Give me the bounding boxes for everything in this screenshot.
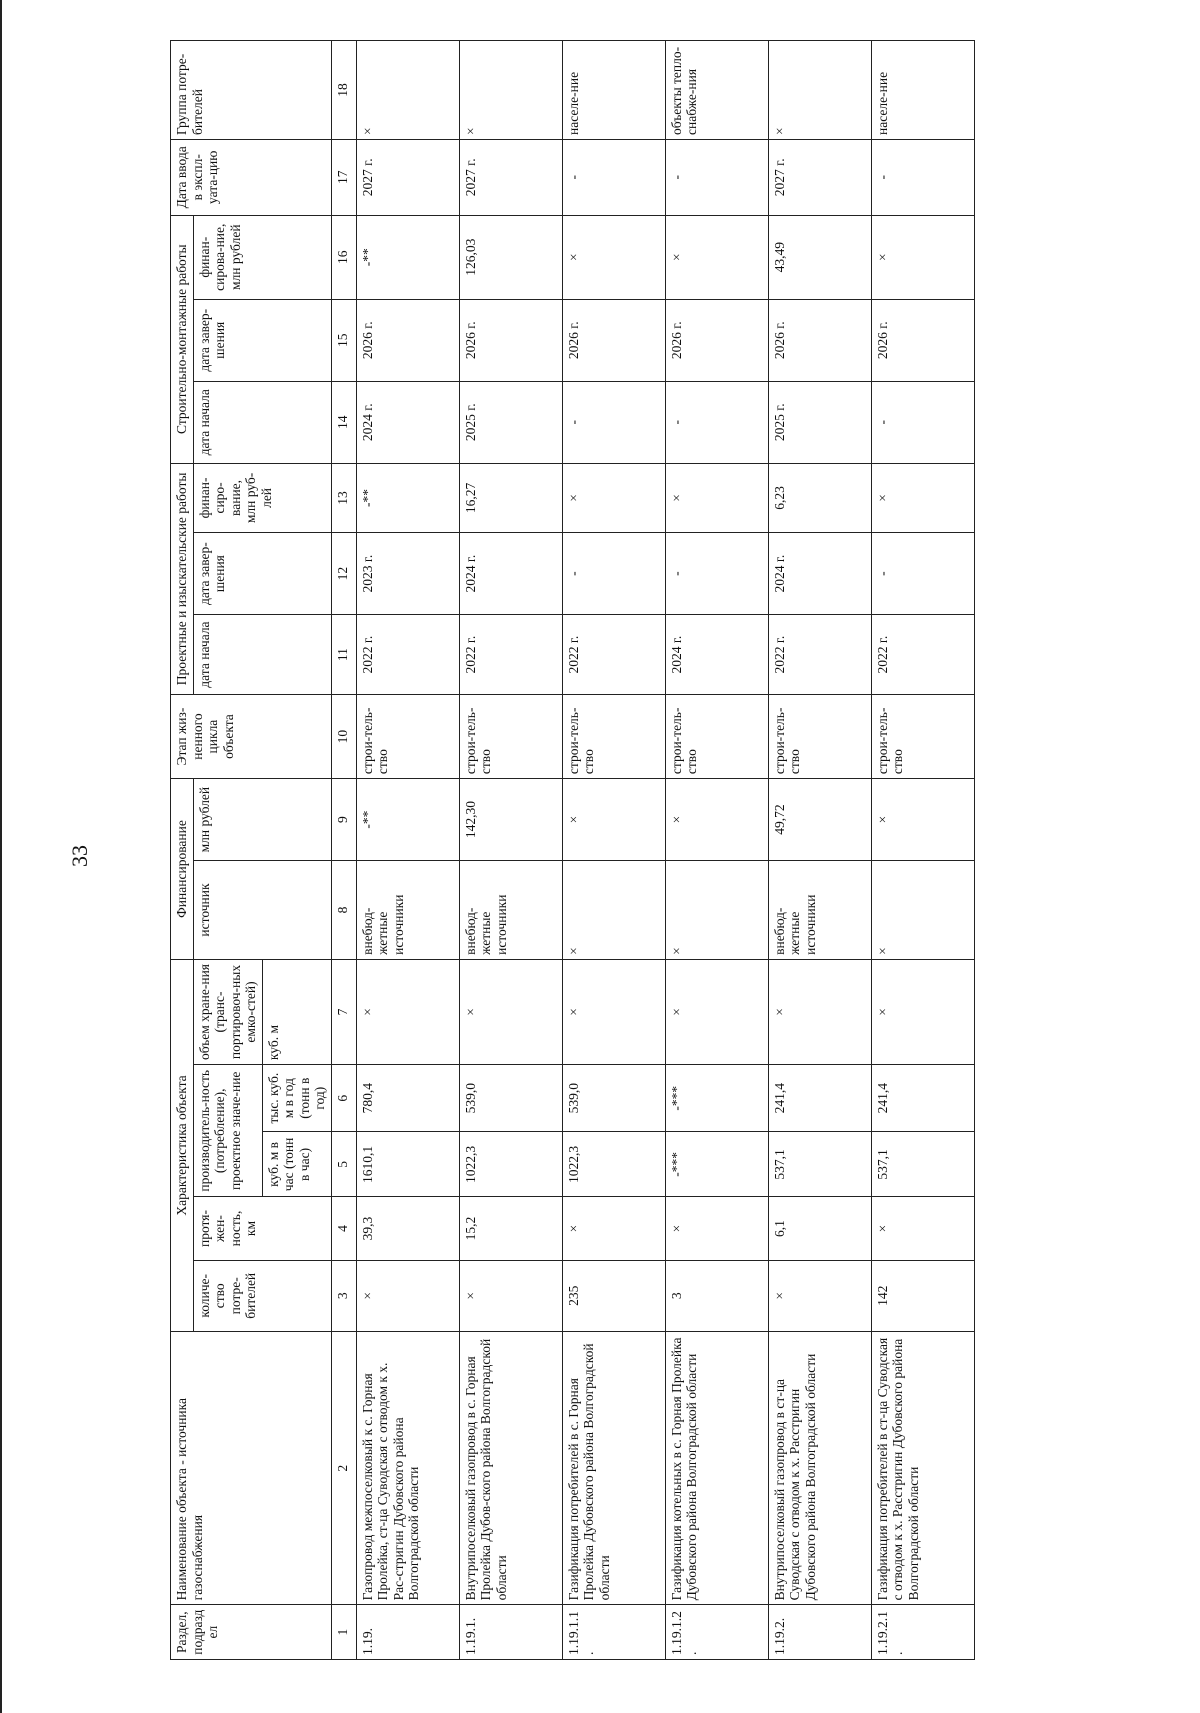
cell-stage: строи-тель-ство — [665, 695, 768, 779]
cell-per-hour: 1610,1 — [356, 1132, 459, 1197]
rotated-table-wrapper — [170, 40, 1040, 1660]
cell-id: 1.19.2.1. — [871, 1605, 974, 1660]
cell-group: населе-ние — [871, 41, 974, 140]
column-number: 10 — [331, 695, 356, 779]
cell-c-start: 2024 г. — [356, 381, 459, 463]
gas-supply-table — [170, 40, 975, 1660]
cell-length: 39,3 — [356, 1197, 459, 1260]
cell-d-fin: × — [562, 463, 665, 532]
cell-name: Газификация котельных в с. Горная Пролейка Дубовского района Волгоградской области — [665, 1332, 768, 1605]
cell-group: населе-ние — [562, 41, 665, 140]
column-number: 1 — [331, 1605, 356, 1660]
cell-id: 1.19.2. — [768, 1605, 871, 1660]
cell-d-end: - — [871, 533, 974, 615]
cell-commission: - — [562, 139, 665, 215]
cell-per-hour: 537,1 — [768, 1132, 871, 1197]
cell-per-hour: 1022,3 — [459, 1132, 562, 1197]
cell-commission: 2027 г. — [768, 139, 871, 215]
cell-d-fin: × — [871, 463, 974, 532]
cell-per-year: 539,0 — [562, 1065, 665, 1132]
cell-source: внебюд-жетные источники — [356, 861, 459, 960]
cell-name: Внутрипоселковый газопровод в с. Горная Пролейка Дубов-ского района Волгоградской области — [459, 1332, 562, 1605]
cell-per-year: 780,4 — [356, 1065, 459, 1132]
column-number: 3 — [331, 1260, 356, 1331]
cell-d-start: 2024 г. — [665, 615, 768, 695]
cell-name: Газификация потребителей в с. Горная Пролейка Дубовского района Волгоградской области — [562, 1332, 665, 1605]
cell-consumers: 142 — [871, 1260, 974, 1331]
header-per-year: тыс. куб. м в год (тонн в год) — [262, 1065, 331, 1132]
cell-group: × — [768, 41, 871, 140]
cell-c-fin: × — [665, 215, 768, 299]
header-source: источник — [193, 861, 331, 960]
header-name: Наименование объекта - источника газоснабжения — [171, 1332, 332, 1605]
header-capacity: производитель-ность (потребление), проектное значе-ние — [193, 1065, 262, 1197]
cell-storage: × — [459, 959, 562, 1064]
cell-d-end: 2024 г. — [768, 533, 871, 615]
cell-d-start: 2022 г. — [356, 615, 459, 695]
cell-c-end: 2026 г. — [871, 299, 974, 381]
cell-id: 1.19. — [356, 1605, 459, 1660]
table-row — [356, 41, 459, 1660]
cell-per-hour: 537,1 — [871, 1132, 974, 1197]
cell-storage: × — [768, 959, 871, 1064]
column-number: 9 — [331, 779, 356, 861]
cell-source: × — [871, 861, 974, 960]
header-design-end: дата завер-шения — [193, 533, 331, 615]
table-row — [871, 41, 974, 1660]
cell-source: × — [562, 861, 665, 960]
cell-d-start: 2022 г. — [459, 615, 562, 695]
cell-c-end: 2026 г. — [356, 299, 459, 381]
column-number: 14 — [331, 381, 356, 463]
cell-d-end: 2023 г. — [356, 533, 459, 615]
column-number: 16 — [331, 215, 356, 299]
header-design-financing: финан-сиро-вание, млн руб-лей — [193, 463, 331, 532]
cell-commission: - — [871, 139, 974, 215]
header-per-hour: куб. м в час (тонн в час) — [262, 1132, 331, 1197]
cell-c-fin: × — [562, 215, 665, 299]
cell-stage: строи-тель-ство — [768, 695, 871, 779]
table-row — [665, 41, 768, 1660]
cell-length: 15,2 — [459, 1197, 562, 1260]
cell-c-end: 2026 г. — [562, 299, 665, 381]
cell-d-end: - — [665, 533, 768, 615]
header-consumer-group: Группа потре-бителей — [171, 41, 332, 140]
cell-d-fin: 6,23 — [768, 463, 871, 532]
header-storage: объем хране-ния (транс-портировоч-ных емко-стей) — [193, 959, 262, 1064]
header-design-works: Проектные и изыскательские работы — [171, 463, 194, 694]
cell-stage: строи-тель-ство — [562, 695, 665, 779]
cell-consumers: 3 — [665, 1260, 768, 1331]
cell-id: 1.19.1.1. — [562, 1605, 665, 1660]
header-row-1 — [171, 41, 194, 1660]
cell-c-end: 2026 г. — [768, 299, 871, 381]
cell-id: 1.19.1. — [459, 1605, 562, 1660]
page-edge-line — [0, 0, 2, 1713]
cell-id: 1.19.1.2. — [665, 1605, 768, 1660]
cell-commission: 2027 г. — [459, 139, 562, 215]
cell-commission: - — [665, 139, 768, 215]
cell-storage: × — [871, 959, 974, 1064]
cell-commission: 2027 г. — [356, 139, 459, 215]
cell-c-start: 2025 г. — [459, 381, 562, 463]
cell-storage: × — [356, 959, 459, 1064]
cell-length: × — [562, 1197, 665, 1260]
cell-stage: строи-тель-ство — [871, 695, 974, 779]
cell-consumers: × — [768, 1260, 871, 1331]
cell-name: Газопровод межпоселковый к с. Горная Пролейка, ст-ца Суводская с отводом к х. Рас-стригин Дубовского района Волгоградской области — [356, 1332, 459, 1605]
cell-source: × — [665, 861, 768, 960]
header-design-start: дата начала — [193, 615, 331, 695]
cell-c-fin: 126,03 — [459, 215, 562, 299]
cell-c-start: - — [562, 381, 665, 463]
cell-source: внебюд-жетные источники — [459, 861, 562, 960]
cell-name: Внутрипоселковый газопровод в ст-ца Суводская с отводом к х. Расстригин Дубовского района Волгоградской области — [768, 1332, 871, 1605]
cell-name: Газификация потребителей в ст-ца Суводская с отводом к х. Расстригин Дубовского района Волгоградской области — [871, 1332, 974, 1605]
header-life-stage: Этап жиз-ненного цикла объекта — [171, 695, 332, 779]
table-row — [562, 41, 665, 1660]
column-number: 15 — [331, 299, 356, 381]
cell-c-start: - — [871, 381, 974, 463]
column-number: 6 — [331, 1065, 356, 1132]
cell-c-fin: 43,49 — [768, 215, 871, 299]
cell-mln: 142,30 — [459, 779, 562, 861]
table-body — [356, 41, 974, 1660]
cell-per-hour: 1022,3 — [562, 1132, 665, 1197]
header-financing: Финансирование — [171, 779, 194, 960]
cell-consumers: × — [356, 1260, 459, 1331]
header-constr-end: дата завер-шения — [193, 299, 331, 381]
cell-storage: × — [562, 959, 665, 1064]
cell-d-fin: × — [665, 463, 768, 532]
column-number: 12 — [331, 533, 356, 615]
column-number-row — [331, 41, 356, 1660]
header-constr-financing: финан-сирова-ние, млн рублей — [193, 215, 331, 299]
header-characteristics: Характеристика объекта — [171, 959, 194, 1331]
column-number: 8 — [331, 861, 356, 960]
cell-d-start: 2022 г. — [768, 615, 871, 695]
cell-d-start: 2022 г. — [871, 615, 974, 695]
cell-consumers: 235 — [562, 1260, 665, 1331]
cell-group: × — [459, 41, 562, 140]
cell-length: 6,1 — [768, 1197, 871, 1260]
cell-d-end: - — [562, 533, 665, 615]
cell-mln: -** — [356, 779, 459, 861]
cell-consumers: × — [459, 1260, 562, 1331]
cell-per-year: -*** — [665, 1065, 768, 1132]
column-number: 2 — [331, 1332, 356, 1605]
cell-per-year: 241,4 — [768, 1065, 871, 1132]
header-construction-works: Строительно-монтажные работы — [171, 215, 194, 463]
column-number: 4 — [331, 1197, 356, 1260]
column-number: 17 — [331, 139, 356, 215]
cell-group: объекты тепло-снабже-ния — [665, 41, 768, 140]
cell-c-end: 2026 г. — [665, 299, 768, 381]
header-section: Раздел, подраздел — [171, 1605, 332, 1660]
header-commission-date: Дата ввода в экспл-уата-цию — [171, 139, 332, 215]
cell-c-fin: -** — [356, 215, 459, 299]
header-length: протя-жен-ность, км — [193, 1197, 331, 1260]
cell-stage: строи-тель-ство — [356, 695, 459, 779]
cell-storage: × — [665, 959, 768, 1064]
cell-c-start: - — [665, 381, 768, 463]
header-mln-rub: млн рублей — [193, 779, 331, 861]
cell-per-hour: -*** — [665, 1132, 768, 1197]
cell-d-start: 2022 г. — [562, 615, 665, 695]
cell-mln: × — [562, 779, 665, 861]
cell-length: × — [871, 1197, 974, 1260]
cell-c-start: 2025 г. — [768, 381, 871, 463]
cell-d-end: 2024 г. — [459, 533, 562, 615]
cell-length: × — [665, 1197, 768, 1260]
header-consumers-count: количе-ство потре-бителей — [193, 1260, 331, 1331]
column-number: 5 — [331, 1132, 356, 1197]
column-number: 7 — [331, 959, 356, 1064]
cell-mln: × — [665, 779, 768, 861]
cell-mln: 49,72 — [768, 779, 871, 861]
cell-stage: строи-тель-ство — [459, 695, 562, 779]
column-number: 11 — [331, 615, 356, 695]
cell-d-fin: -** — [356, 463, 459, 532]
page-number: 33 — [67, 845, 92, 867]
cell-c-end: 2026 г. — [459, 299, 562, 381]
table-row — [768, 41, 871, 1660]
cell-d-fin: 16,27 — [459, 463, 562, 532]
column-number: 18 — [331, 41, 356, 140]
cell-per-year: 241,4 — [871, 1065, 974, 1132]
cell-source: внебюд-жетные источники — [768, 861, 871, 960]
header-storage-unit: куб. м — [262, 959, 331, 1064]
cell-per-year: 539,0 — [459, 1065, 562, 1132]
cell-mln: × — [871, 779, 974, 861]
cell-group: × — [356, 41, 459, 140]
cell-c-fin: × — [871, 215, 974, 299]
column-number: 13 — [331, 463, 356, 532]
table-row — [459, 41, 562, 1660]
header-constr-start: дата начала — [193, 381, 331, 463]
